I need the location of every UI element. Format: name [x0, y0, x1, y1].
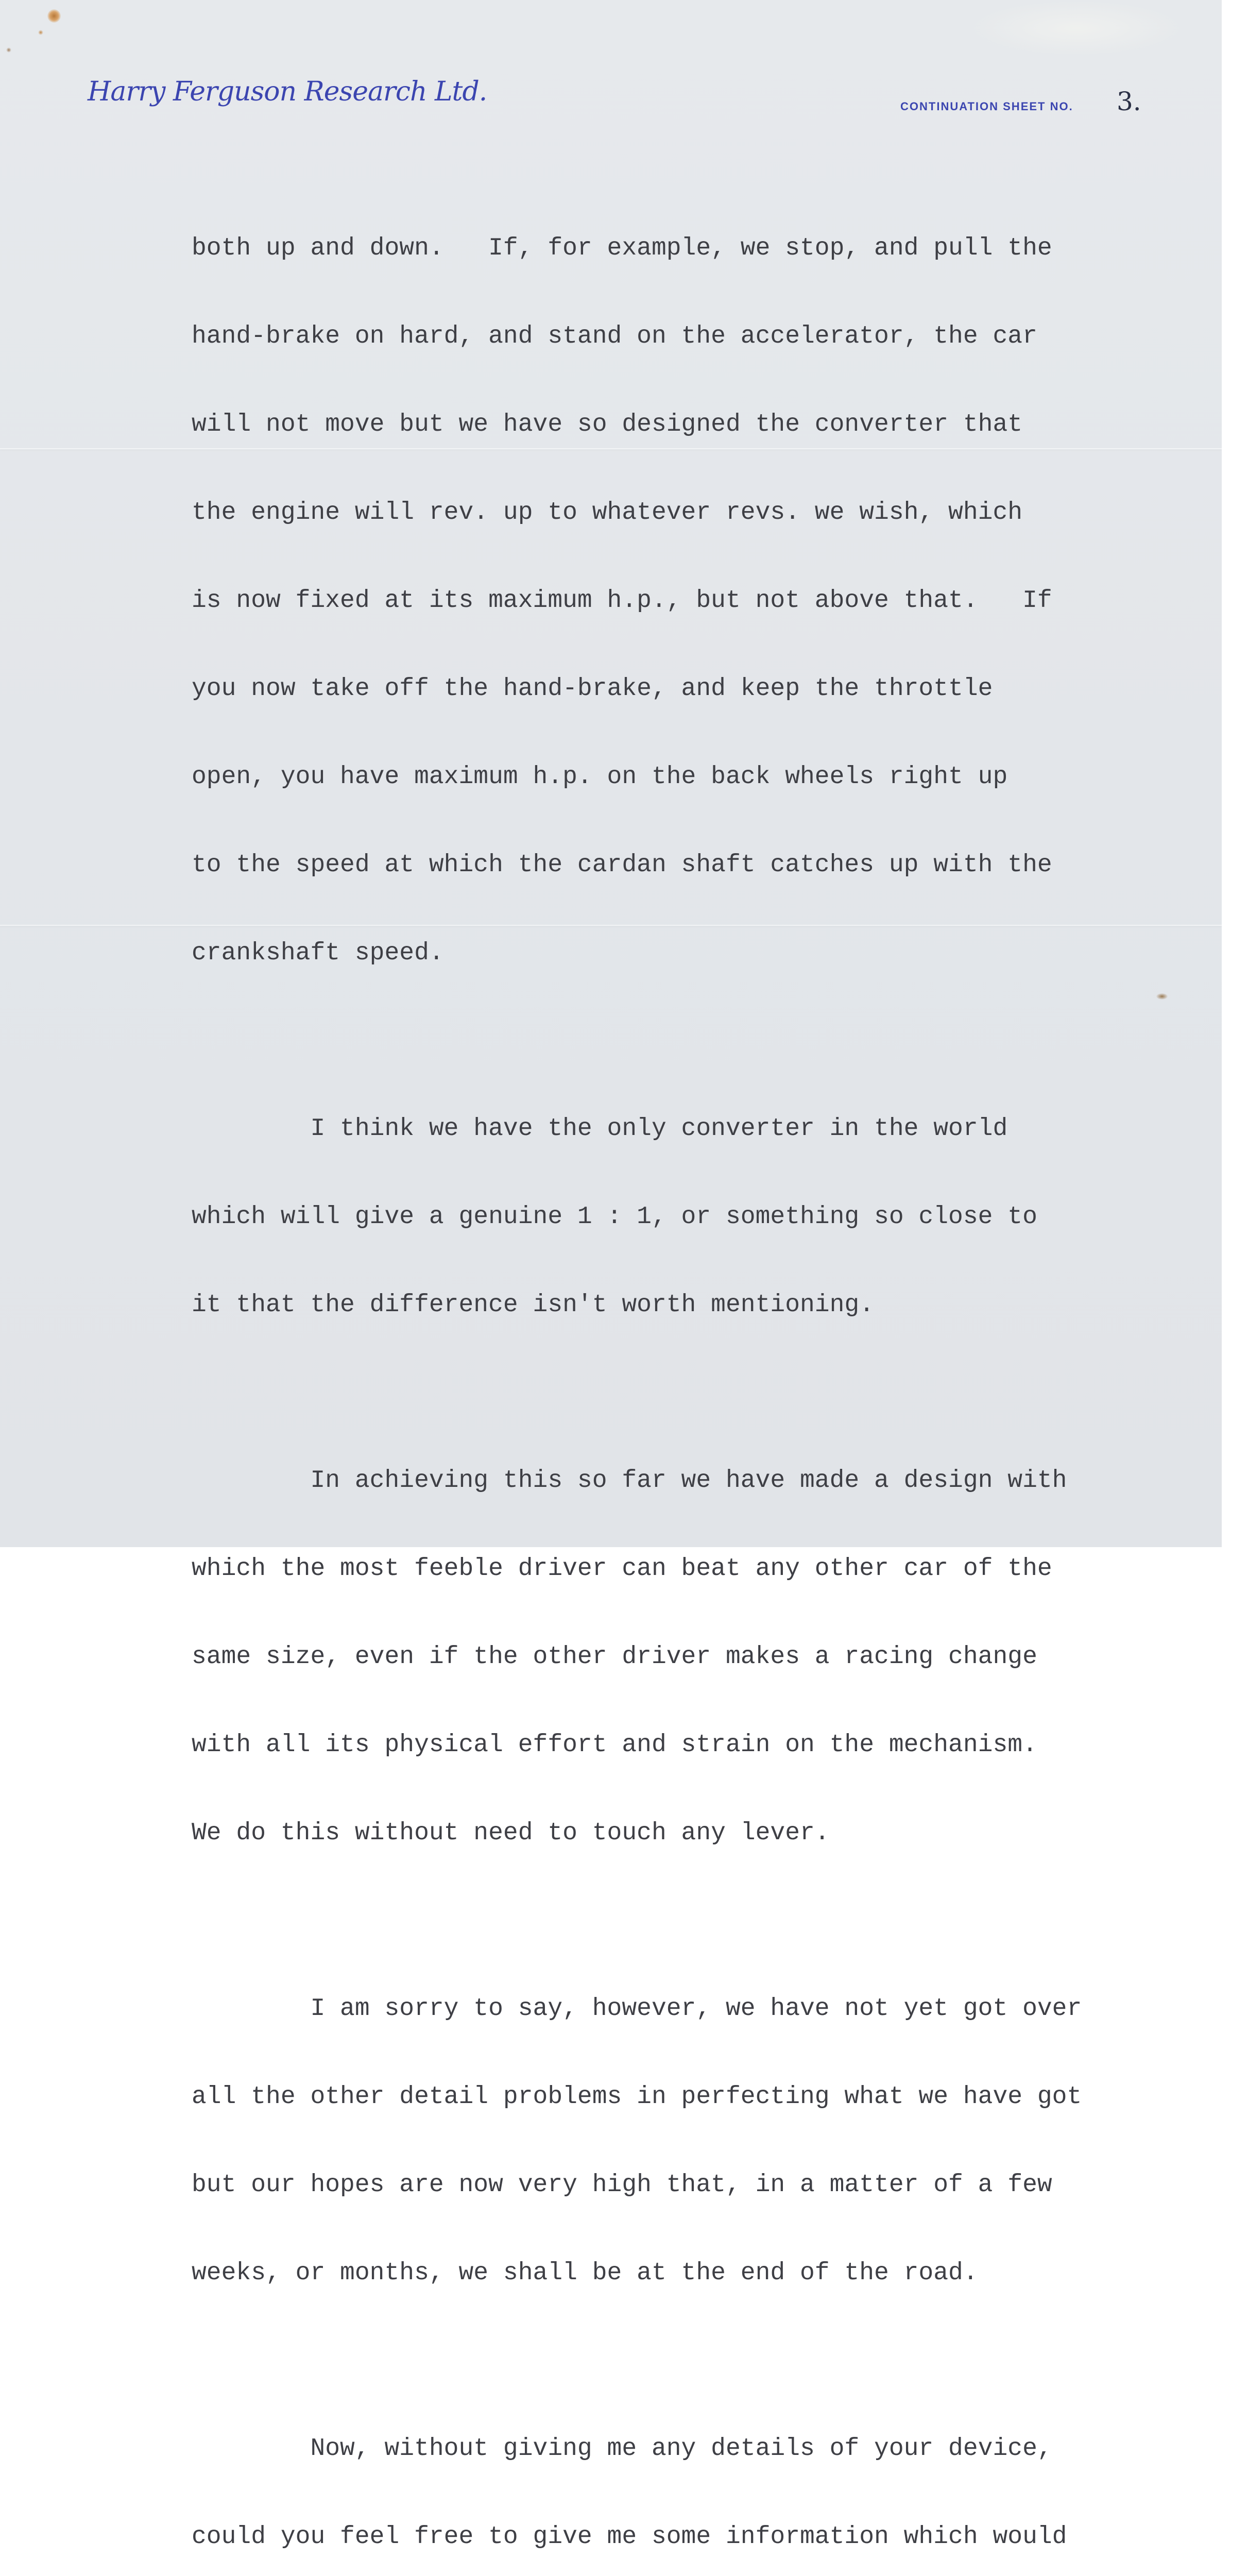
- text-line: to the speed at which the cardan shaft catches up with the: [192, 851, 1052, 879]
- rust-spot: [47, 9, 61, 23]
- rust-spot: [1156, 993, 1168, 999]
- paragraph: [192, 175, 1139, 1027]
- paragraph: [192, 2376, 1139, 2576]
- paper-stain: [968, 0, 1185, 57]
- continuation-sheet-number: 3.: [1117, 87, 1141, 116]
- text-line: which will give a genuine 1 : 1, or something so close to: [192, 1203, 1037, 1231]
- text-line: open, you have maximum h.p. on the back wheels right up: [192, 763, 1008, 791]
- letter-body: [192, 175, 1139, 2576]
- text-line: but our hopes are now very high that, in a matter of a few: [192, 2171, 1052, 2199]
- paragraph: [192, 1936, 1139, 2347]
- text-line: could you feel free to give me some information which would: [192, 2523, 1067, 2551]
- text-line: with all its physical effort and strain on the mechanism.: [192, 1731, 1037, 1759]
- text-line: I am sorry to say, however, we have not yet got over: [192, 1995, 1082, 2023]
- text-line: weeks, or months, we shall be at the end of the road.: [192, 2259, 978, 2287]
- rust-spot: [6, 47, 11, 53]
- paragraph: [192, 1408, 1139, 1907]
- rust-spot: [38, 30, 43, 35]
- text-line: I think we have the only converter in the world: [192, 1115, 1008, 1143]
- continuation-sheet-label: CONTINUATION SHEET NO.: [900, 100, 1073, 113]
- text-line: both up and down. If, for example, we stop, and pull the: [192, 234, 1052, 262]
- text-line: crankshaft speed.: [192, 939, 444, 967]
- text-line: you now take off the hand-brake, and keep the throttle: [192, 675, 993, 703]
- text-line: Now, without giving me any details of your device,: [192, 2435, 1052, 2463]
- text-line: it that the difference isn't worth mentioning.: [192, 1291, 875, 1319]
- text-line: all the other detail problems in perfecting what we have got: [192, 2083, 1082, 2111]
- text-line: is now fixed at its maximum h.p., but not above that. If: [192, 587, 1052, 615]
- letterhead-company-name: Harry Ferguson Research Ltd.: [88, 76, 487, 107]
- text-line: In achieving this so far we have made a design with: [192, 1467, 1067, 1495]
- text-line: which the most feeble driver can beat any other car of the: [192, 1555, 1052, 1583]
- text-line: same size, even if the other driver makes a racing change: [192, 1643, 1037, 1671]
- text-line: We do this without need to touch any lever.: [192, 1819, 830, 1847]
- text-line: hand-brake on hard, and stand on the accelerator, the car: [192, 323, 1037, 350]
- text-line: the engine will rev. up to whatever revs. we wish, which: [192, 499, 1023, 527]
- paragraph: [192, 1056, 1139, 1379]
- text-line: will not move but we have so designed the converter that: [192, 411, 1023, 438]
